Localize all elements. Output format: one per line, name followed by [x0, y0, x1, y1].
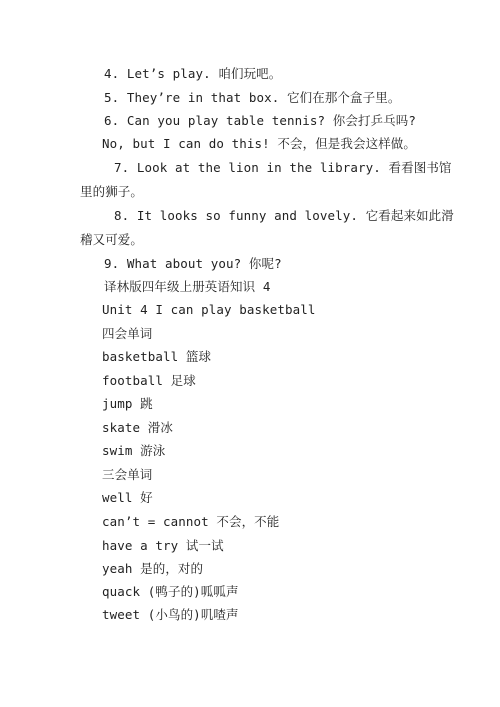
vocab-item: basketball 篮球: [102, 349, 212, 364]
text-line-sentence-4: 4. Let’s play. 咱们玩吧。: [104, 66, 282, 81]
vocab-item: can’t = cannot 不会，不能: [102, 514, 280, 529]
vocab-item: yeah 是的，对的: [102, 561, 204, 576]
text-line-sentence-9: 9. What about you? 你呢?: [104, 256, 282, 271]
vocab-item: football 足球: [102, 373, 196, 388]
vocab-item: skate 滑冰: [102, 420, 173, 435]
vocab-item: have a try 试一试: [102, 538, 224, 553]
vocab-item: tweet (小鸟的)叽喳声: [102, 607, 239, 622]
unit-title: Unit 4 I can play basketball: [102, 302, 316, 317]
text-line-sentence-7: 7. Look at the lion in the library. 看看图书馆: [114, 160, 452, 175]
vocab-heading-three-skills: 三会单词: [102, 467, 153, 482]
text-line-sentence-7-cont: 里的狮子。: [80, 184, 144, 199]
vocab-item: jump 跳: [102, 396, 153, 411]
vocab-item: quack (鸭子的)呱呱声: [102, 584, 239, 599]
text-line-sentence-8: 8. It looks so funny and lovely. 它看起来如此滑: [114, 208, 454, 223]
text-line-sentence-5: 5. They’re in that box. 它们在那个盒子里。: [104, 90, 401, 105]
text-line-sentence-6: 6. Can you play table tennis? 你会打乒乓吗?: [104, 113, 416, 128]
vocab-item: swim 游泳: [102, 443, 166, 458]
vocab-item: well 好: [102, 490, 153, 505]
vocab-heading-four-skills: 四会单词: [102, 326, 153, 341]
text-line-sentence-6-answer: No, but I can do this! 不会，但是我会这样做。: [102, 136, 416, 151]
section-heading: 译林版四年级上册英语知识 4: [104, 279, 271, 294]
text-line-sentence-8-cont: 稽又可爱。: [80, 232, 144, 247]
